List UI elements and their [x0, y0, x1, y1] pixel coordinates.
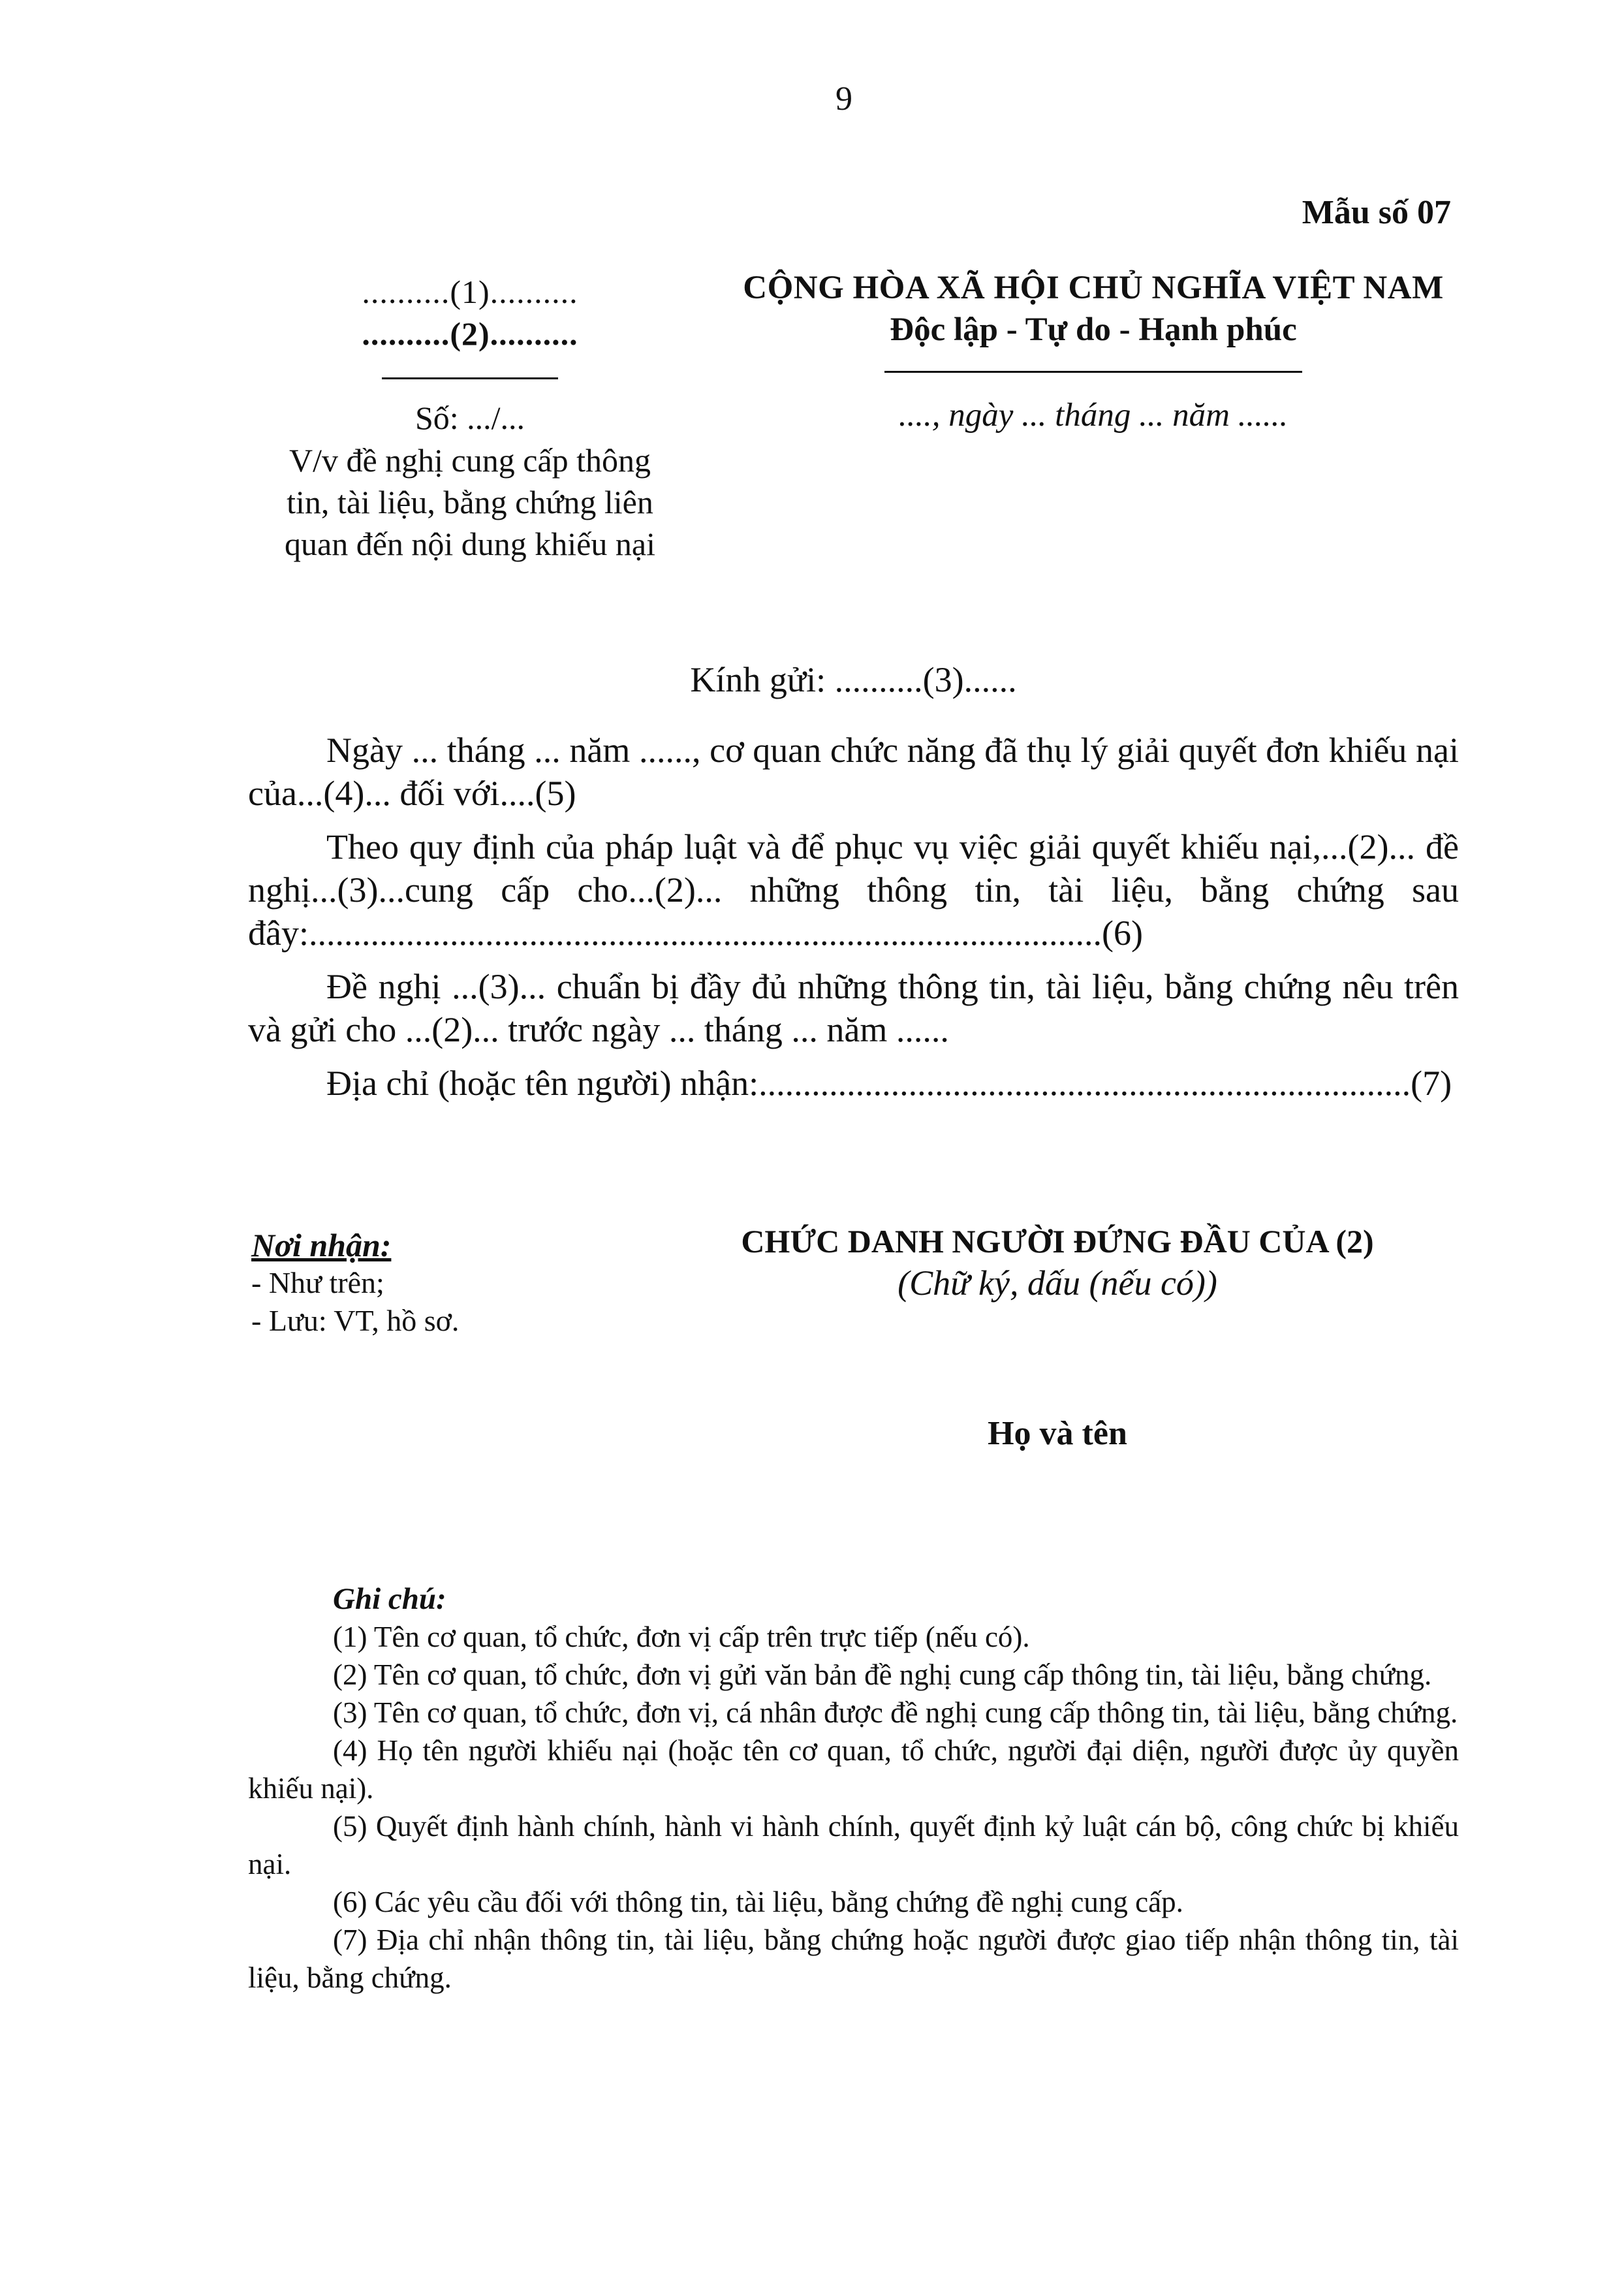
letter-body	[248, 729, 1459, 1115]
issuer-header	[248, 273, 692, 565]
body-paragraph: Theo quy định của pháp luật và để phục vụ việc giải quyết khiếu nại,...(2)... đề nghị...(3)...cung cấp cho...(2)... những thông tin, tài liệu, bằng chứng sau đây:..........................................................................................(6)	[248, 827, 1459, 953]
note-item: (5) Quyết định hành chính, hành vi hành chính, quyết định kỷ luật cán bộ, công chức bị khiếu nại.	[248, 1810, 1459, 1880]
page-number: 9	[835, 80, 852, 118]
note-item: (4) Họ tên người khiếu nại (hoặc tên cơ quan, tổ chức, người đại diện, người được ủy quyền khiếu nại).	[248, 1734, 1459, 1805]
motto-divider	[884, 371, 1302, 373]
document-number: Số: .../...	[414, 400, 525, 436]
parent-agency-placeholder: ..........(1)..........	[362, 274, 578, 310]
note-item: (3) Tên cơ quan, tổ chức, đơn vị, cá nhân được đề nghị cung cấp thông tin, tài liệu, bằng chứng.	[333, 1696, 1458, 1729]
signer-name: Họ và tên	[988, 1415, 1127, 1452]
notes-title: Ghi chú:	[333, 1582, 446, 1616]
place-date-line: ...., ngày ... tháng ... năm ......	[898, 397, 1288, 434]
recipient-item: - Lưu: VT, hồ sơ.	[251, 1304, 460, 1337]
subject-line: tin, tài liệu, bằng chứng liên	[287, 484, 653, 520]
issuing-agency-placeholder: ..........(2)..........	[362, 315, 578, 352]
national-motto: Độc lập - Tự do - Hạnh phúc	[890, 311, 1297, 348]
note-item: (1) Tên cơ quan, tổ chức, đơn vị cấp trên trực tiếp (nếu có).	[333, 1621, 1030, 1653]
national-header	[718, 269, 1469, 434]
document-subject	[248, 439, 692, 565]
signature-note: (Chữ ký, dấu (nếu có))	[898, 1263, 1217, 1303]
note-item: (2) Tên cơ quan, tổ chức, đơn vị gửi văn bản đề nghị cung cấp thông tin, tài liệu, bằng chứng.	[333, 1658, 1432, 1691]
body-paragraph: Địa chỉ (hoặc tên người) nhận:..........................................................................(7)	[326, 1064, 1452, 1103]
form-number: Mẫu số 07	[1302, 194, 1451, 231]
recipient-item: - Như trên;	[251, 1266, 384, 1299]
note-item: (7) Địa chỉ nhận thông tin, tài liệu, bằng chứng hoặc người được giao tiếp nhận thông tin, tài liệu, bằng chứng.	[248, 1924, 1459, 1994]
note-item: (6) Các yêu cầu đối với thông tin, tài liệu, bằng chứng đề nghị cung cấp.	[333, 1886, 1183, 1918]
body-paragraph: Ngày ... tháng ... năm ......, cơ quan chức năng đã thụ lý giải quyết đơn khiếu nại của...(4)... đối với....(5)	[248, 731, 1459, 813]
recipients-block	[251, 1226, 459, 1340]
recipients-title: Nơi nhận:	[251, 1227, 392, 1263]
subject-line: quan đến nội dung khiếu nại	[285, 526, 655, 562]
body-paragraph: Đề nghị ...(3)... chuẩn bị đầy đủ những thông tin, tài liệu, bằng chứng nêu trên và gửi cho ...(2)... trước ngày ... tháng ... năm ......	[248, 967, 1459, 1049]
notes-section	[248, 1580, 1459, 1997]
signature-block	[666, 1222, 1449, 1453]
nation-title: CỘNG HÒA XÃ HỘI CHỦ NGHĨA VIỆT NAM	[743, 270, 1444, 306]
header-divider	[382, 377, 558, 379]
signer-role: CHỨC DANH NGƯỜI ĐỨNG ĐẦU CỦA (2)	[741, 1223, 1374, 1259]
subject-line: V/v đề nghị cung cấp thông	[289, 442, 651, 479]
salutation: Kính gửi: ..........(3)......	[690, 660, 1017, 699]
